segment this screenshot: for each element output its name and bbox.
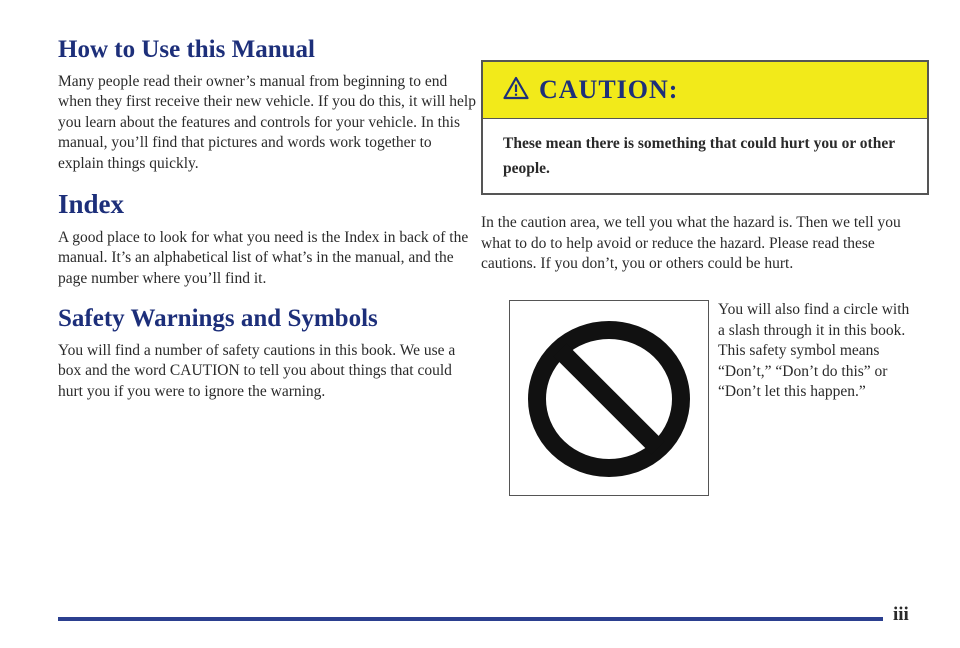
symbol-description: You will also find a circle with a slash through it in this book. This safety symbol means “Don’t,” “Don’t do this” or “Don’t let this happen.” xyxy=(718,301,910,400)
prohibition-circle-icon xyxy=(526,321,692,482)
caution-box xyxy=(481,60,929,195)
warning-triangle-icon xyxy=(503,76,539,105)
caution-body: These mean there is something that could hurt you or other people. xyxy=(503,135,895,177)
caution-explanation: In the caution area, we tell you what the hazard is. Then we tell you what to do to help avoid or reduce the hazard. Please read these cautions. If you don’t, you or others could be hurt. xyxy=(481,214,901,272)
safety-paragraph: You will find a number of safety cautions in this book. We use a box and the word CAUTION to tell you about things that could hurt you if you were to ignore the warning. xyxy=(58,341,456,400)
index-paragraph: A good place to look for what you need is the Index in back of the manual. It’s an alphabetical list of what’s in the manual, and the page number where you’ll find it. xyxy=(58,228,469,287)
safety-heading: Safety Warnings and Symbols xyxy=(58,305,378,333)
symbol-box xyxy=(509,300,709,496)
page-number: iii xyxy=(893,604,909,625)
footer-rule xyxy=(58,617,883,621)
left-column xyxy=(58,36,478,402)
caution-title: CAUTION: xyxy=(539,75,679,104)
how-to-use-paragraph: Many people read their owner’s manual from beginning to end when they first receive their new vehicle. If you do this, it will help you learn about the features and controls for your vehicle. In this manual, you’ll find that pictures and words work together to explain things quickly. xyxy=(58,72,476,172)
how-to-use-heading: How to Use this Manual xyxy=(58,36,315,63)
index-heading: Index xyxy=(58,189,125,219)
caution-header xyxy=(483,62,927,119)
right-column xyxy=(481,60,931,275)
